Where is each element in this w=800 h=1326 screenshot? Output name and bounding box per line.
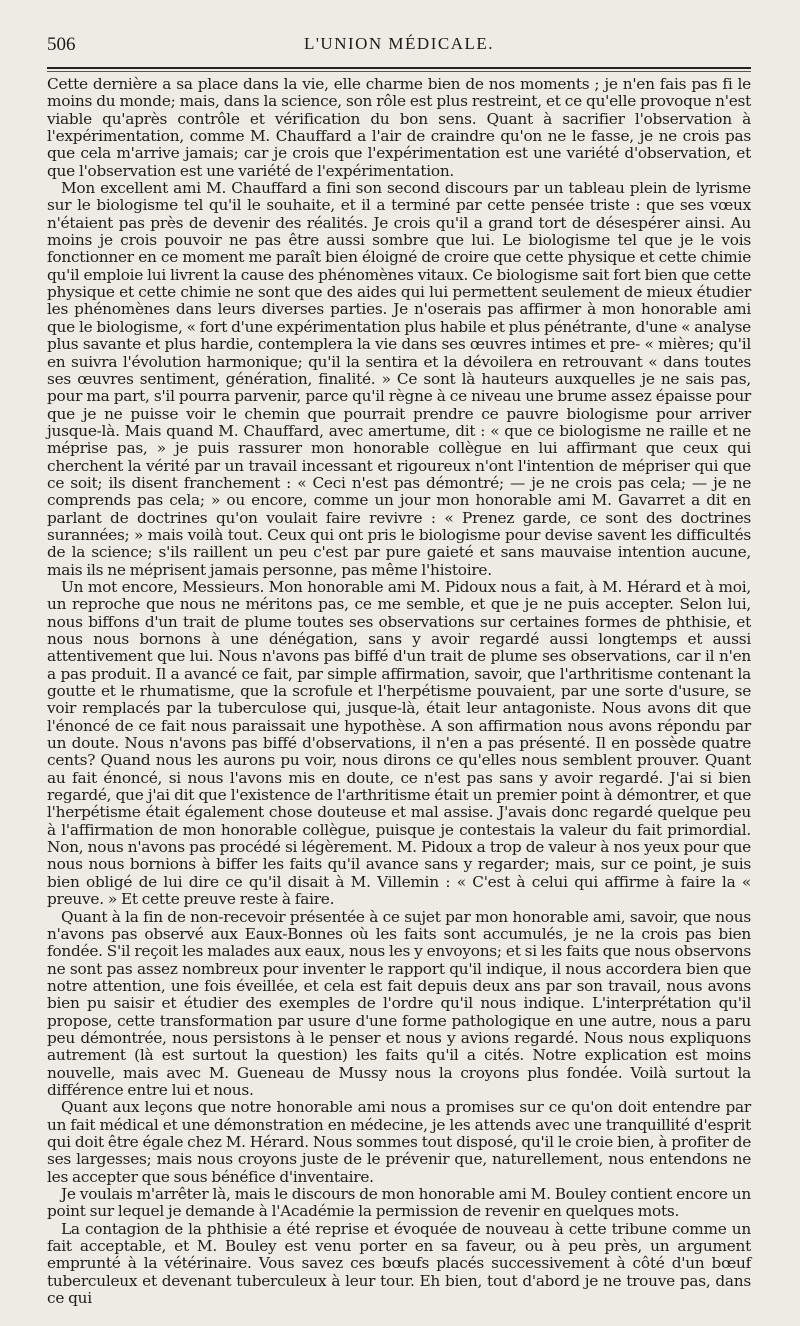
paragraph: Je voulais m'arrêter là, mais le discours de mon honorable ami M. Bouley contient encore un point sur lequel je demande à l'Académie la permission de revenir en quelques mots. <box>47 1185 751 1221</box>
paragraph: Cette dernière a sa place dans la vie, elle charme bien de nos moments ; je n'en fais pas fi le moins du monde; mais, dans la science, son rôle est plus restreint, et ce qu'elle provoque n'est viable qu'après contrôle et vérification du bon sens. Quant à sacrifier l'observation à l'expérimentation, comme M. Chauffard a l'air de craindre qu'on ne le fasse, je ne crois pas que cela m'arrive jamais; car je crois que l'expérimentation est une variété d'observation, et que l'observation est une variété de l'expérimentation. <box>47 75 751 180</box>
paragraph: Un mot encore, Messieurs. Mon honorable ami M. Pidoux nous a fait, à M. Hérard et à moi, un reproche que nous ne méritons pas, ce me semble, et que je ne puis accepter. Selon lui, nous biffons d'un trait de plume toutes ses observations sur certaines formes de phthisie, et nous nous bornons à une dénégation, sans y avoir regardé aussi longtemps et aussi attentivement que lui. Nous n'avons pas biffé d'un trait de plume ses observations, car il n'en a pas produit. Il a avancé ce fait, par simple affirmation, savoir, que l'arthritisme contenant la goutte et le rhumatisme, que la scrofule et l'herpétisme pouvaient, par une sorte d'usure, se voir remplacés par la tuberculose qui, jusque-là, était leur antagoniste. Nous avons dit que l'énoncé de ce fait nous paraissait une hypothèse. A son affirmation nous avons répondu par un doute. Nous n'avons pas biffé d'observations, il n'en a pas présenté. Il en possède quatre cents? Quand nous les aurons pu voir, nous dirons ce qu'elles nous semblent prouver. Quant au fait énoncé, si nous l'avons mis en doute, ce n'est pas sans y avoir regardé. J'ai si bien regardé, que j'ai dit que l'existence de l'arthritisme était un premier point à démontrer, et que l'herpétisme était également chose douteuse et mal assise. J'avais donc regardé quelque peu à l'affirmation de mon honorable collègue, puisque je contestais la valeur du fait primordial. Non, nous n'avons pas procédé si légèrement. M. Pidoux a trop de valeur à nos yeux pour que nous nous bornions à biffer les faits qu'il avance sans y regarder; mais, sur ce point, je suis bien obligé de lui dire ce qu'il disait à M. Villemin : « C'est à celui qui affirme à faire la « preuve. » Et cette preuve reste à faire. <box>47 577 751 909</box>
page-header <box>47 34 751 58</box>
paragraph: Mon excellent ami M. Chauffard a fini son second discours par un tableau plein de lyrisme sur le biologisme tel qu'il le souhaite, et il a terminé par cette pensée triste : que ses vœux n'étaient pas près de devenir des réalités. Je crois qu'il a grand tort de désespérer ainsi. Au moins je crois pouvoir ne pas être aussi sombre que lui. Le biologisme tel que je le vois fonctionner en ce moment me paraît bien éloigné de croire que cette physique et cette chimie qu'il emploie lui livrent la cause des phénomènes vitaux. Ce biologisme sait fort bien que cette physique et cette chimie ne sont que des aides qui lui permettent seulement de mieux étudier les phénomènes dans leurs diverses parties. Je n'oserais pas affirmer à mon honorable ami que le biologisme, « fort d'une expérimentation plus habile et plus pénétrante, d'une « analyse plus savante et plus hardie, contemplera la vie dans ses œuvres intimes et pre- « mières; qu'il en suivra l'évolution harmonique; qu'il la sentira et la dévoilera en retrouvant « dans toutes ses œuvres sentiment, génération, finalité. » Ce sont là hauteurs auxquelles je ne sais pas, pour ma part, s'il pourra parvenir, parce qu'il règne à ce niveau une brume assez épaisse pour que je ne puisse voir le chemin que pourrait prendre ce pauvre biologisme pour arriver jusque-là. Mais quand M. Chauffard, avec amertume, dit : « que ce biologisme ne raille et ne méprise pas, » je puis rassurer mon honorable collègue en lui affirmant que ceux qui cherchent la vérité par un travail incessant et rigoureux n'ont l'intention de mépriser qui que ce soit; ils disent franchement : « Ceci n'est pas démontré; — je ne crois pas cela; — je ne comprends pas cela; » ou encore, comme un jour mon honorable ami M. Gavarret a dit en parlant de doctrines qu'on voulait faire revivre : « Prenez garde, ce sont des doctrines surannées; » mais voilà tout. Ceux qui ont pris le biologisme pour devise savent les difficultés de la science; s'ils raillent un peu c'est par pure gaieté et sans mauvaise intention aucune, mais ils ne méprisent jamais personne, pas même l'histoire. <box>47 179 751 579</box>
page-number: 506 <box>47 34 76 55</box>
paragraph: Quant à la fin de non-recevoir présentée à ce sujet par mon honorable ami, savoir, que nous n'avons pas observé aux Eaux-Bonnes où les faits sont accumulés, je ne la crois pas bien fondée. S'il reçoit les malades aux eaux, nous les y envoyons; et si les faits que nous observons ne sont pas assez nombreux pour inventer le rapport qu'il indique, il nous accordera bien que notre attention, une fois éveillée, et cela est fait depuis deux ans par son travail, nous avons bien pu saisir et étudier des exemples de l'ordre qu'il nous indique. L'interprétation qu'il propose, cette transformation par usure d'une forme pathologique en une autre, nous a paru peu démontrée, nous persistons à le penser et nous y avions regardé. Nous nous expliquons autrement (là est surtout la question) les faits qu'il a cités. Notre explication est moins nouvelle, mais avec M. Gueneau de Mussy nous la croyons plus fondée. Voilà surtout la différence entre lui et nous. <box>47 907 751 1099</box>
running-title: L'UNION MÉDICALE. <box>303 34 495 53</box>
paragraph: La contagion de la phthisie a été reprise et évoquée de nouveau à cette tribune comme un fait acceptable, et M. Bouley est venu porter en sa faveur, ou à peu près, un argument emprunté à la vétérinaire. Vous savez ces bœufs placés successivement à côté d'un bœuf tuberculeux et devenant tuberculeux à leur tour. Eh bien, tout d'abord je ne trouve pas, dans ce qui <box>47 1219 751 1308</box>
article-body <box>47 76 751 1307</box>
paragraph: Quant aux leçons que notre honorable ami nous a promises sur ce qu'on doit entendre par un fait médical et une démonstration en médecine, je les attends avec une tranquillité d'esprit qui doit être égale chez M. Hérard. Nous sommes tout disposé, qu'il le croie bien, à profiter de ses largesses; mais nous croyons juste de le prévenir que, naturellement, nous entendons ne les accepter que sous bénéfice d'inventaire. <box>47 1098 751 1186</box>
header-rule <box>47 67 751 69</box>
